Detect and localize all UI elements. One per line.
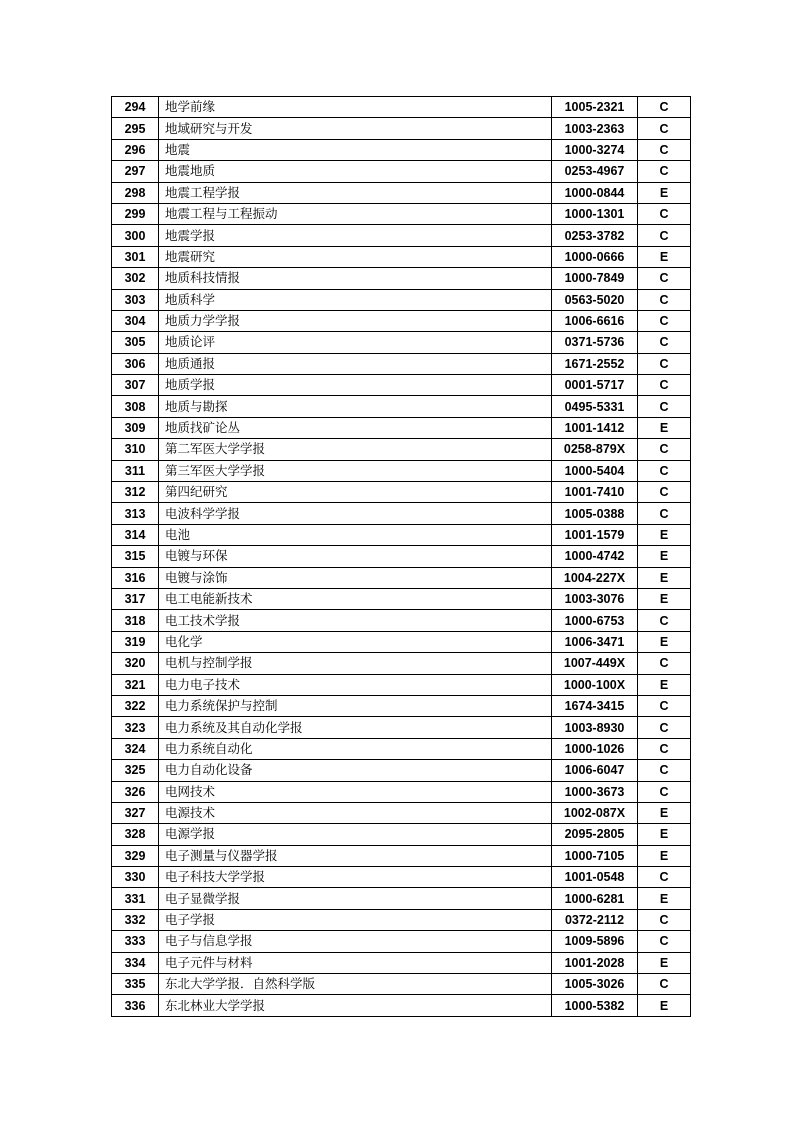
row-number: 336 xyxy=(112,995,159,1016)
table-row xyxy=(112,995,691,1016)
issn-number: 1001-2028 xyxy=(552,952,638,973)
category-code: C xyxy=(638,503,691,524)
journal-name: 地质与勘探 xyxy=(159,396,552,417)
category-code: E xyxy=(638,888,691,909)
issn-number: 1005-0388 xyxy=(552,503,638,524)
journal-name: 电镀与环保 xyxy=(159,546,552,567)
row-number: 304 xyxy=(112,310,159,331)
table-row xyxy=(112,417,691,438)
table-row xyxy=(112,503,691,524)
issn-number: 1002-087X xyxy=(552,802,638,823)
issn-number: 1674-3415 xyxy=(552,695,638,716)
category-code: C xyxy=(638,353,691,374)
table-row xyxy=(112,310,691,331)
journal-name: 第二军医大学学报 xyxy=(159,439,552,460)
issn-number: 0372-2112 xyxy=(552,909,638,930)
row-number: 328 xyxy=(112,824,159,845)
table-row xyxy=(112,824,691,845)
issn-number: 1005-2321 xyxy=(552,97,638,118)
issn-number: 1009-5896 xyxy=(552,931,638,952)
journal-name: 电力电子技术 xyxy=(159,674,552,695)
row-number: 331 xyxy=(112,888,159,909)
journal-name: 地震工程与工程振动 xyxy=(159,203,552,224)
issn-number: 0253-3782 xyxy=(552,225,638,246)
table-row xyxy=(112,738,691,759)
journal-name: 地质力学学报 xyxy=(159,310,552,331)
issn-number: 1000-6753 xyxy=(552,610,638,631)
category-code: C xyxy=(638,139,691,160)
journal-name: 东北林业大学学报 xyxy=(159,995,552,1016)
row-number: 334 xyxy=(112,952,159,973)
row-number: 325 xyxy=(112,760,159,781)
category-code: C xyxy=(638,332,691,353)
journal-name: 地域研究与开发 xyxy=(159,118,552,139)
issn-number: 0563-5020 xyxy=(552,289,638,310)
category-code: E xyxy=(638,631,691,652)
table-row xyxy=(112,931,691,952)
category-code: E xyxy=(638,546,691,567)
row-number: 299 xyxy=(112,203,159,224)
journal-name: 电力自动化设备 xyxy=(159,760,552,781)
table-row xyxy=(112,610,691,631)
category-code: E xyxy=(638,567,691,588)
table-row xyxy=(112,139,691,160)
table-row xyxy=(112,781,691,802)
journal-name: 电工技术学报 xyxy=(159,610,552,631)
journal-name: 电波科学学报 xyxy=(159,503,552,524)
issn-number: 1671-2552 xyxy=(552,353,638,374)
issn-number: 1000-7849 xyxy=(552,268,638,289)
table-row xyxy=(112,396,691,417)
row-number: 306 xyxy=(112,353,159,374)
table-row xyxy=(112,118,691,139)
table-row xyxy=(112,653,691,674)
category-code: C xyxy=(638,695,691,716)
row-number: 302 xyxy=(112,268,159,289)
journal-name: 地质学报 xyxy=(159,375,552,396)
issn-number: 1003-3076 xyxy=(552,588,638,609)
row-number: 300 xyxy=(112,225,159,246)
table-row xyxy=(112,524,691,545)
issn-number: 0001-5717 xyxy=(552,375,638,396)
journal-name: 电机与控制学报 xyxy=(159,653,552,674)
issn-number: 1000-100X xyxy=(552,674,638,695)
category-code: E xyxy=(638,952,691,973)
category-code: E xyxy=(638,845,691,866)
issn-number: 0253-4967 xyxy=(552,161,638,182)
table-row xyxy=(112,845,691,866)
issn-number: 1006-3471 xyxy=(552,631,638,652)
category-code: C xyxy=(638,118,691,139)
issn-number: 0495-5331 xyxy=(552,396,638,417)
row-number: 301 xyxy=(112,246,159,267)
category-code: C xyxy=(638,289,691,310)
row-number: 305 xyxy=(112,332,159,353)
table-row xyxy=(112,888,691,909)
table-row xyxy=(112,546,691,567)
table-row xyxy=(112,182,691,203)
table-row xyxy=(112,482,691,503)
category-code: C xyxy=(638,717,691,738)
journal-name: 地质论评 xyxy=(159,332,552,353)
row-number: 310 xyxy=(112,439,159,460)
row-number: 326 xyxy=(112,781,159,802)
journal-name: 电力系统自动化 xyxy=(159,738,552,759)
row-number: 313 xyxy=(112,503,159,524)
issn-number: 1000-7105 xyxy=(552,845,638,866)
journal-name: 电化学 xyxy=(159,631,552,652)
category-code: E xyxy=(638,674,691,695)
category-code: C xyxy=(638,396,691,417)
row-number: 312 xyxy=(112,482,159,503)
issn-number: 1001-7410 xyxy=(552,482,638,503)
table-row xyxy=(112,760,691,781)
issn-number: 1006-6616 xyxy=(552,310,638,331)
journal-name: 地震地质 xyxy=(159,161,552,182)
category-code: C xyxy=(638,439,691,460)
category-code: C xyxy=(638,610,691,631)
category-code: E xyxy=(638,802,691,823)
journal-name: 电网技术 xyxy=(159,781,552,802)
row-number: 297 xyxy=(112,161,159,182)
category-code: E xyxy=(638,995,691,1016)
category-code: C xyxy=(638,738,691,759)
table-row xyxy=(112,974,691,995)
row-number: 323 xyxy=(112,717,159,738)
journal-name: 电力系统保护与控制 xyxy=(159,695,552,716)
issn-number: 1004-227X xyxy=(552,567,638,588)
journal-name: 电源技术 xyxy=(159,802,552,823)
journal-name: 地质通报 xyxy=(159,353,552,374)
row-number: 315 xyxy=(112,546,159,567)
issn-number: 1003-2363 xyxy=(552,118,638,139)
category-code: E xyxy=(638,524,691,545)
row-number: 322 xyxy=(112,695,159,716)
journal-name: 电子与信息学报 xyxy=(159,931,552,952)
table-row xyxy=(112,268,691,289)
table-row xyxy=(112,439,691,460)
row-number: 314 xyxy=(112,524,159,545)
category-code: C xyxy=(638,310,691,331)
issn-number: 1000-3274 xyxy=(552,139,638,160)
journal-name: 地质科技情报 xyxy=(159,268,552,289)
row-number: 311 xyxy=(112,460,159,481)
journal-name: 地震研究 xyxy=(159,246,552,267)
row-number: 294 xyxy=(112,97,159,118)
issn-number: 1000-4742 xyxy=(552,546,638,567)
journal-name: 地质找矿论丛 xyxy=(159,417,552,438)
category-code: E xyxy=(638,824,691,845)
category-code: C xyxy=(638,97,691,118)
table-row xyxy=(112,460,691,481)
journal-name: 第四纪研究 xyxy=(159,482,552,503)
table-row xyxy=(112,203,691,224)
row-number: 317 xyxy=(112,588,159,609)
category-code: E xyxy=(638,417,691,438)
table-row xyxy=(112,97,691,118)
category-code: E xyxy=(638,182,691,203)
category-code: C xyxy=(638,909,691,930)
journal-name: 电镀与涂饰 xyxy=(159,567,552,588)
journal-name: 第三军医大学学报 xyxy=(159,460,552,481)
category-code: E xyxy=(638,588,691,609)
journal-name: 电子学报 xyxy=(159,909,552,930)
issn-number: 1000-3673 xyxy=(552,781,638,802)
category-code: C xyxy=(638,482,691,503)
journal-name: 电子测量与仪器学报 xyxy=(159,845,552,866)
table-row xyxy=(112,952,691,973)
category-code: C xyxy=(638,375,691,396)
row-number: 321 xyxy=(112,674,159,695)
journal-name: 地质科学 xyxy=(159,289,552,310)
issn-number: 1000-1026 xyxy=(552,738,638,759)
issn-number: 2095-2805 xyxy=(552,824,638,845)
category-code: C xyxy=(638,867,691,888)
row-number: 327 xyxy=(112,802,159,823)
issn-number: 1000-5382 xyxy=(552,995,638,1016)
journal-name: 电子元件与材料 xyxy=(159,952,552,973)
issn-number: 0258-879X xyxy=(552,439,638,460)
journal-name: 电力系统及其自动化学报 xyxy=(159,717,552,738)
journal-name: 电子显微学报 xyxy=(159,888,552,909)
table-row xyxy=(112,717,691,738)
journal-name: 电源学报 xyxy=(159,824,552,845)
issn-number: 1001-1579 xyxy=(552,524,638,545)
row-number: 330 xyxy=(112,867,159,888)
table-row xyxy=(112,674,691,695)
category-code: C xyxy=(638,203,691,224)
table-row xyxy=(112,909,691,930)
table-row xyxy=(112,332,691,353)
table-row xyxy=(112,375,691,396)
table-row xyxy=(112,246,691,267)
row-number: 335 xyxy=(112,974,159,995)
category-code: C xyxy=(638,161,691,182)
row-number: 332 xyxy=(112,909,159,930)
row-number: 333 xyxy=(112,931,159,952)
table-row xyxy=(112,161,691,182)
row-number: 324 xyxy=(112,738,159,759)
row-number: 319 xyxy=(112,631,159,652)
issn-number: 1000-0666 xyxy=(552,246,638,267)
table-row xyxy=(112,567,691,588)
row-number: 320 xyxy=(112,653,159,674)
journal-name: 东北大学学报．自然科学版 xyxy=(159,974,552,995)
category-code: C xyxy=(638,225,691,246)
journal-name: 电池 xyxy=(159,524,552,545)
issn-number: 1000-1301 xyxy=(552,203,638,224)
row-number: 303 xyxy=(112,289,159,310)
issn-number: 1001-1412 xyxy=(552,417,638,438)
journal-name: 电子科技大学学报 xyxy=(159,867,552,888)
table-row xyxy=(112,289,691,310)
issn-number: 1000-0844 xyxy=(552,182,638,203)
table-row xyxy=(112,631,691,652)
category-code: C xyxy=(638,781,691,802)
row-number: 318 xyxy=(112,610,159,631)
row-number: 329 xyxy=(112,845,159,866)
row-number: 295 xyxy=(112,118,159,139)
journal-name: 电工电能新技术 xyxy=(159,588,552,609)
table-row xyxy=(112,353,691,374)
category-code: C xyxy=(638,460,691,481)
category-code: E xyxy=(638,246,691,267)
journal-table-body xyxy=(112,97,691,1017)
journal-name: 地震学报 xyxy=(159,225,552,246)
row-number: 307 xyxy=(112,375,159,396)
journal-name: 地震 xyxy=(159,139,552,160)
row-number: 309 xyxy=(112,417,159,438)
issn-number: 1007-449X xyxy=(552,653,638,674)
table-row xyxy=(112,867,691,888)
table-row xyxy=(112,695,691,716)
table-row xyxy=(112,588,691,609)
row-number: 298 xyxy=(112,182,159,203)
issn-number: 1001-0548 xyxy=(552,867,638,888)
category-code: C xyxy=(638,974,691,995)
issn-number: 0371-5736 xyxy=(552,332,638,353)
issn-number: 1000-5404 xyxy=(552,460,638,481)
table-row xyxy=(112,802,691,823)
category-code: C xyxy=(638,653,691,674)
row-number: 308 xyxy=(112,396,159,417)
row-number: 316 xyxy=(112,567,159,588)
category-code: C xyxy=(638,760,691,781)
issn-number: 1000-6281 xyxy=(552,888,638,909)
journal-name: 地学前缘 xyxy=(159,97,552,118)
category-code: C xyxy=(638,268,691,289)
journal-table xyxy=(111,96,691,1017)
category-code: C xyxy=(638,931,691,952)
issn-number: 1006-6047 xyxy=(552,760,638,781)
row-number: 296 xyxy=(112,139,159,160)
journal-name: 地震工程学报 xyxy=(159,182,552,203)
issn-number: 1005-3026 xyxy=(552,974,638,995)
issn-number: 1003-8930 xyxy=(552,717,638,738)
table-row xyxy=(112,225,691,246)
